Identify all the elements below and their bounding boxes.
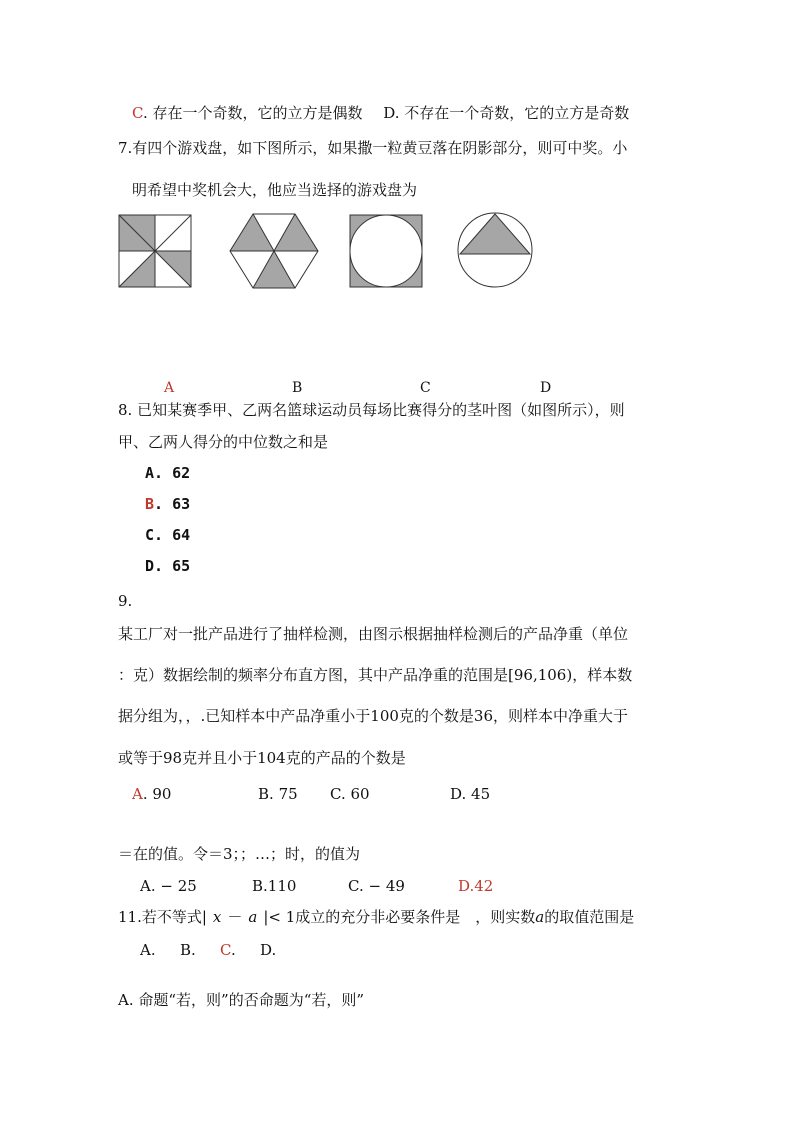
- q9-option-a: A. 90: [132, 785, 172, 803]
- game-board-d-figure: [455, 212, 535, 288]
- q6-option-d: D. 不存在一个奇数，它的立方是奇数: [383, 104, 630, 122]
- q7-line2: 明希望中奖机会大，他应当选择的游戏盘为: [132, 181, 418, 199]
- q10-line1: ＝在的值。令＝3；；…；时，的值为: [118, 845, 361, 863]
- figure-letter-d: D: [540, 380, 552, 396]
- q7-line1: 7.有四个游戏盘，如下图所示，如果撒一粒黄豆落在阴影部分，则可中奖。小: [118, 139, 628, 157]
- board-b-shaded-1: [274, 214, 318, 251]
- q9-options: [132, 784, 490, 804]
- game-board-c-figure: [349, 214, 423, 288]
- q9-option-b: B. 75: [258, 785, 298, 803]
- figure-letter-b: B: [292, 380, 303, 396]
- q11-option-c: C.: [220, 941, 236, 959]
- q11-option-d: D.: [260, 941, 277, 959]
- board-b-shaded-2: [253, 251, 295, 288]
- q8-line1: 8. 已知某赛季甲、乙两名篮球运动员每场比赛得分的茎叶图（如图所示），则: [118, 401, 625, 419]
- q11-option-a: A.: [140, 941, 156, 959]
- q8-option-b: B. 63: [145, 495, 191, 513]
- figure-letter-a: A: [164, 380, 175, 396]
- q9-line2: ：克）数据绘制的频率分布直方图，其中产品净重的范围是[96,106)，样本数: [118, 666, 633, 684]
- q10-option-c: C. − 49: [348, 877, 405, 895]
- q11-line1: 11.若不等式| x － a |< 1成立的充分非必要条件是 ，则实数a的取值范围是: [118, 908, 635, 926]
- q9-option-c: C. 60: [330, 785, 370, 803]
- q8-option-a: A. 62: [145, 464, 191, 482]
- q10-option-b: B.110: [252, 877, 297, 895]
- q8-option-d: D. 65: [145, 557, 191, 575]
- q6-option-c-text: . 存在一个奇数，它的立方是偶数: [142, 104, 363, 122]
- q11-option-b: B.: [180, 941, 196, 959]
- q11-options: [140, 940, 276, 960]
- q6-options: [132, 103, 629, 123]
- q6-option-c-letter: C: [132, 104, 143, 122]
- game-board-a-figure: [118, 214, 192, 288]
- q10-option-d: D.42: [458, 877, 494, 895]
- q12-line1: A. 命题“若，则”的否命题为“若，则”: [118, 991, 365, 1009]
- game-board-b-figure: [228, 212, 320, 290]
- figure-letter-c: C: [420, 380, 431, 396]
- q9-option-d: D. 45: [450, 785, 491, 803]
- q10-option-a: A. − 25: [140, 877, 197, 895]
- q8-line2: 甲、乙两人得分的中位数之和是: [118, 433, 329, 451]
- q9-line4: 或等于98克并且小于104克的产品的个数是: [118, 749, 406, 767]
- q9-number: 9.: [118, 592, 133, 610]
- q10-options: [140, 876, 493, 896]
- q9-line1: 某工厂对一批产品进行了抽样检测，由图示根据抽样检测后的产品净重（单位: [118, 625, 629, 643]
- q8-option-c: C. 64: [145, 526, 191, 544]
- q9-line3: 据分组为，，.已知样本中产品净重小于100克的个数是36，则样本中净重大于: [118, 707, 628, 725]
- board-b-shaded-3: [230, 214, 274, 251]
